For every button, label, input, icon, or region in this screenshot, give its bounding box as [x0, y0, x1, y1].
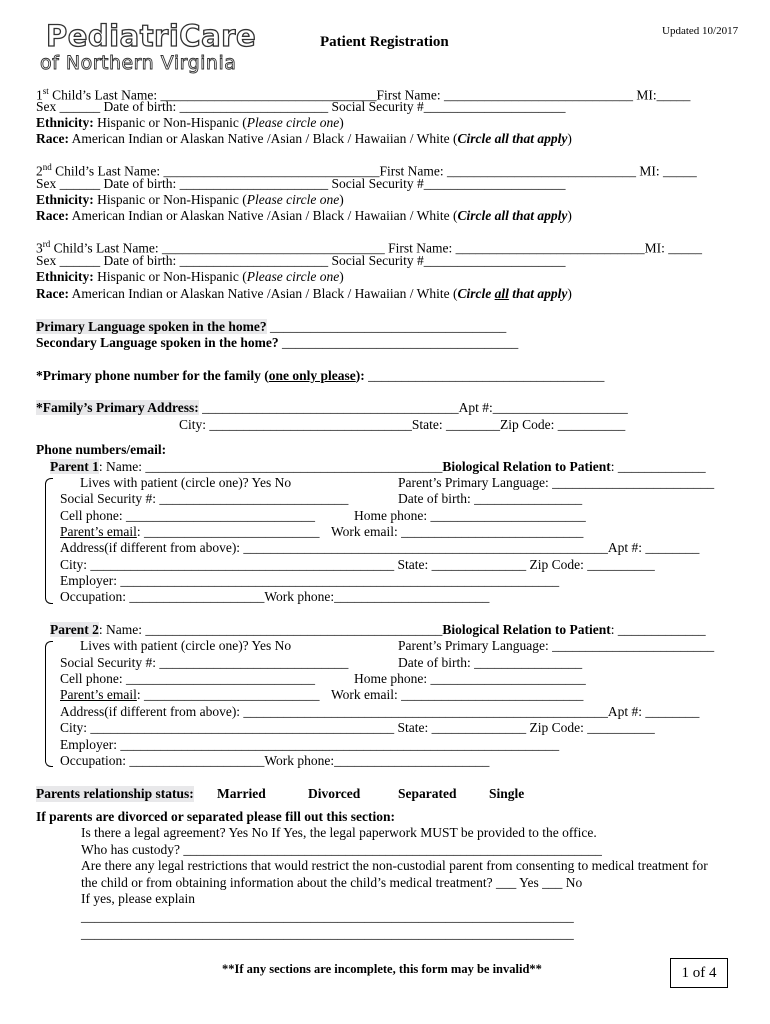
parent1-email-label: Parent’s email	[60, 524, 137, 539]
child3-ethnicity[interactable]	[36, 269, 344, 285]
parent1-cell-phone[interactable]: Cell phone: ____________________________	[60, 508, 315, 523]
logo-pediatricare: PediatriCare	[46, 19, 257, 53]
parent2-email-label: Parent’s email	[60, 687, 137, 702]
child3-sex-dob-ssn[interactable]: Sex ______ Date of birth: ______________________ Social Security #_____________________	[36, 253, 566, 268]
race-options[interactable]: American Indian or Alaskan Native /Asian / Black / Hawaiian / White (	[68, 208, 458, 223]
parent2-lives-with[interactable]: Lives with patient (circle one)? Yes No	[80, 638, 292, 653]
custody-row[interactable]: Who has custody? ______________________________________________________________	[81, 842, 602, 857]
child1-sex-dob-ssn[interactable]: Sex ______ Date of birth: ______________________ Social Security #_____________________	[36, 99, 566, 114]
race-note: Circle	[457, 286, 495, 301]
updated-date: Updated 10/2017	[662, 25, 739, 37]
child-number: 2	[36, 163, 43, 179]
race-options[interactable]: American Indian or Alaskan Native /Asian / Black / Hawaiian / White (	[68, 131, 458, 146]
paren: )	[567, 286, 572, 301]
explain-field-1[interactable]: _________________________________________________________________________	[81, 909, 574, 924]
race-label: Race:	[36, 131, 69, 146]
secondary-language-label: Secondary Language spoken in the home?	[36, 335, 279, 350]
ethnicity-label: Ethnicity:	[36, 192, 94, 207]
race-note-tail: that apply	[508, 208, 568, 223]
ethnicity-options[interactable]: Hispanic or Non-Hispanic (	[93, 269, 247, 284]
parent2-work-email[interactable]: Work email: ___________________________	[331, 687, 584, 702]
divorce-heading: If parents are divorced or separated please fill out this section:	[36, 809, 395, 824]
parent2-label: Parent 2	[50, 622, 99, 637]
race-options[interactable]: American Indian or Alaskan Native /Asian / Black / Hawaiian / White (	[68, 286, 458, 301]
secondary-language-row[interactable]	[36, 335, 518, 351]
child-number: 3	[36, 240, 43, 256]
ethnicity-note: Please circle one	[246, 115, 340, 130]
ethnicity-options[interactable]: Hispanic or Non-Hispanic (	[93, 115, 247, 130]
child2-ethnicity[interactable]	[36, 192, 344, 208]
race-note: Circle all	[457, 131, 509, 146]
ethnicity-note: Please circle one	[246, 269, 340, 284]
parent2-home-phone[interactable]: Home phone: _______________________	[354, 671, 586, 686]
status-separated[interactable]: Separated	[398, 786, 457, 801]
paren: )	[339, 192, 344, 207]
parent2-email-row[interactable]	[60, 687, 320, 703]
parent1-dob[interactable]: Date of birth: ________________	[398, 491, 583, 506]
parent2-relation-field[interactable]: : _____________	[610, 622, 706, 637]
status-single[interactable]: Single	[489, 786, 525, 801]
restrictions-line1: Are there any legal restrictions that would restrict the non-custodial parent from consenting to medical treatment for	[81, 858, 708, 873]
child2-race[interactable]	[36, 208, 572, 224]
parent1-brace	[45, 478, 53, 604]
explain-field-2[interactable]: _________________________________________________________________________	[81, 926, 574, 941]
parent1-lives-with[interactable]: Lives with patient (circle one)? Yes No	[80, 475, 292, 490]
secondary-language-field[interactable]: ___________________________________	[278, 335, 519, 350]
parent1-relation-label: Biological Relation to Patient	[442, 459, 611, 474]
child2-sex-dob-ssn[interactable]: Sex ______ Date of birth: ______________________ Social Security #_____________________	[36, 176, 566, 191]
family-address-row[interactable]	[36, 400, 628, 416]
family-city-row[interactable]: City: ______________________________State: ________Zip Code: __________	[179, 417, 626, 432]
child-number: 1	[36, 87, 43, 103]
primary-phone-note: one only please	[268, 368, 356, 383]
parent1-city-state-zip[interactable]: City: _____________________________________________ State: ______________ Zip Code: __________	[60, 557, 655, 572]
race-note-tail: that apply	[508, 286, 568, 301]
ethnicity-options[interactable]: Hispanic or Non-Hispanic (	[93, 192, 247, 207]
primary-language-label: Primary Language spoken in the home?	[36, 319, 267, 334]
child-name-fields[interactable]: Child’s Last Name: ________________________________First Name: ____________________________ MI: _____	[51, 163, 697, 179]
status-divorced[interactable]: Divorced	[308, 786, 361, 801]
parent1-name-row[interactable]	[50, 459, 706, 475]
parent2-city-state-zip[interactable]: City: _____________________________________________ State: ______________ Zip Code: __________	[60, 720, 655, 735]
child-ordinal: nd	[42, 162, 52, 172]
parent2-cell-phone[interactable]: Cell phone: ____________________________	[60, 671, 315, 686]
race-label: Race:	[36, 286, 69, 301]
ethnicity-label: Ethnicity:	[36, 115, 94, 130]
parent1-address[interactable]: Address(if different from above): ______________________________________________________Apt #: ________	[60, 540, 700, 555]
parent1-home-phone[interactable]: Home phone: _______________________	[354, 508, 586, 523]
race-note-all: all	[494, 286, 509, 301]
race-note: Circle all	[457, 208, 509, 223]
primary-language-row[interactable]	[36, 319, 506, 335]
primary-phone-row[interactable]	[36, 368, 604, 384]
restrictions-line2[interactable]: the child or from obtaining information about the child’s medical treatment? ___ Yes ___ No	[81, 875, 583, 890]
paren: )	[567, 131, 572, 146]
parent1-name-field[interactable]: : Name: ____________________________________________	[98, 459, 443, 474]
child-ordinal: st	[42, 86, 49, 96]
parent1-employer[interactable]: Employer: _________________________________________________________________	[60, 573, 560, 588]
phone-numbers-heading: Phone numbers/email:	[36, 442, 167, 457]
paren: )	[339, 115, 344, 130]
parent2-occupation[interactable]: Occupation: ____________________Work phone:_______________________	[60, 753, 490, 768]
page-number: 1 of 4	[670, 958, 728, 988]
family-address-label: *Family’s Primary Address:	[36, 400, 199, 415]
primary-language-field[interactable]: ___________________________________	[266, 319, 507, 334]
parent2-email-field[interactable]: : __________________________	[136, 687, 320, 702]
parent2-name-row[interactable]	[50, 622, 706, 638]
parent2-employer[interactable]: Employer: _________________________________________________________________	[60, 737, 560, 752]
parent2-primary-language[interactable]: Parent’s Primary Language: ________________________	[398, 638, 715, 653]
parent1-occupation[interactable]: Occupation: ____________________Work phone:_______________________	[60, 589, 490, 604]
race-label: Race:	[36, 208, 69, 223]
page-title: Patient Registration	[320, 34, 449, 50]
primary-phone-label: *Primary phone number for the family (	[36, 368, 269, 383]
status-married[interactable]: Married	[217, 786, 266, 801]
legal-agreement-row[interactable]: Is there a legal agreement? Yes No If Yes, the legal paperwork MUST be provided to the office.	[81, 825, 597, 840]
child3-race[interactable]	[36, 286, 572, 302]
parent1-work-email[interactable]: Work email: ___________________________	[331, 524, 584, 539]
relationship-status-label: Parents relationship status:	[36, 786, 194, 801]
parent1-email-field[interactable]: : __________________________	[136, 524, 320, 539]
child-name-fields[interactable]: Child’s Last Name: ________________________________First Name: ____________________________ MI:_____	[48, 87, 691, 103]
parent2-name-field[interactable]: : Name: ____________________________________________	[98, 622, 443, 637]
parent2-ssn[interactable]: Social Security #: ____________________________	[60, 655, 349, 670]
parent2-brace	[45, 641, 53, 767]
incomplete-warning: **If any sections are incomplete, this form may be invalid**	[222, 962, 542, 976]
ethnicity-note: Please circle one	[246, 192, 340, 207]
parent2-address[interactable]: Address(if different from above): ______________________________________________________Apt #: ________	[60, 704, 700, 719]
child1-ethnicity[interactable]	[36, 115, 344, 131]
parent2-relation-label: Biological Relation to Patient	[442, 622, 611, 637]
primary-phone-label-end: ):	[355, 368, 365, 383]
parent1-relation-field[interactable]: : _____________	[610, 459, 706, 474]
family-address-field[interactable]: ______________________________________Apt #:____________________	[198, 400, 628, 415]
child-name-fields[interactable]: Child’s Last Name: _________________________________ First Name: ____________________________MI: _____	[50, 240, 702, 256]
parent1-label: Parent 1	[50, 459, 99, 474]
logo-subtitle: of Northern Virginia	[40, 52, 237, 74]
explain-label: If yes, please explain	[81, 891, 195, 906]
primary-phone-field[interactable]: ___________________________________	[364, 368, 605, 383]
parent1-email-row[interactable]	[60, 524, 320, 540]
parent1-primary-language[interactable]: Parent’s Primary Language: ________________________	[398, 475, 715, 490]
child1-race[interactable]	[36, 131, 572, 147]
race-note-tail: that apply	[508, 131, 568, 146]
parent1-ssn[interactable]: Social Security #: ____________________________	[60, 491, 349, 506]
child-ordinal: rd	[42, 239, 51, 249]
paren: )	[339, 269, 344, 284]
paren: )	[567, 208, 572, 223]
parent2-dob[interactable]: Date of birth: ________________	[398, 655, 583, 670]
ethnicity-label: Ethnicity:	[36, 269, 94, 284]
